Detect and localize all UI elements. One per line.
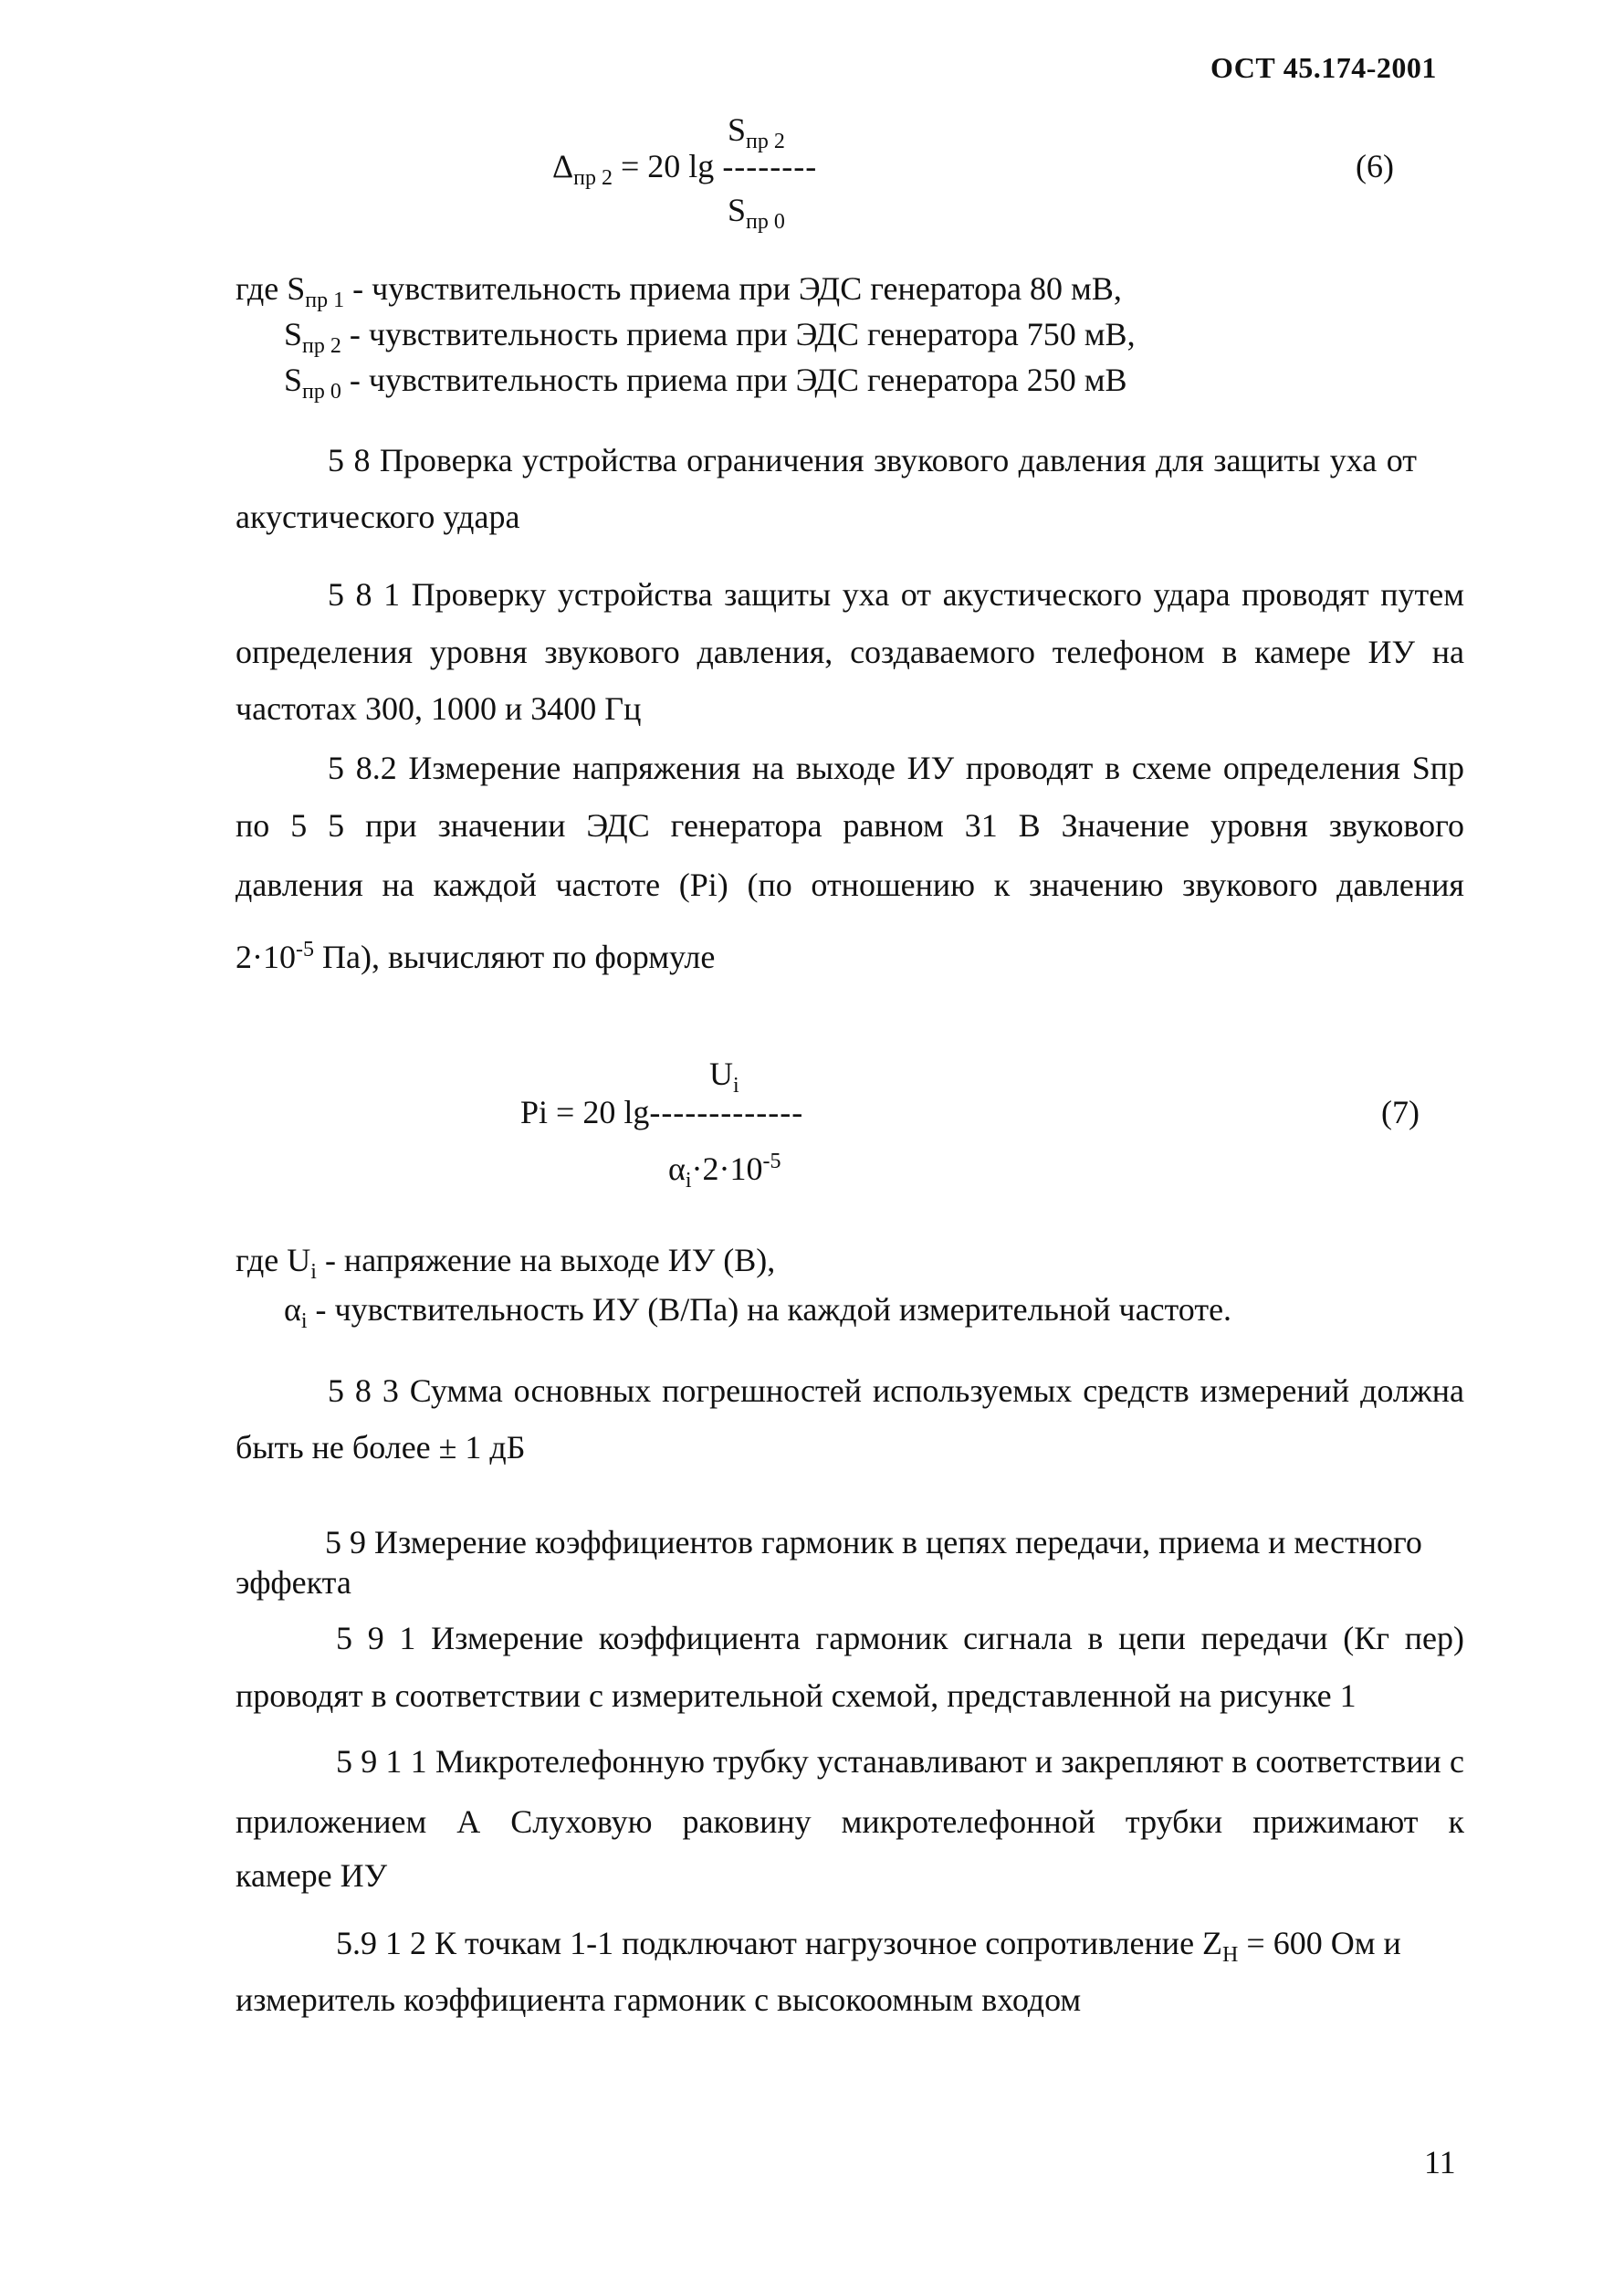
formula6-numerator-main: S <box>728 111 747 148</box>
p582-line4-post: Па), вычисляют по формуле <box>314 939 716 975</box>
where6-line2-sub: пр 2 <box>302 334 341 359</box>
where6-line3 <box>284 362 1127 405</box>
p582-line4-sup: -5 <box>296 938 314 961</box>
formula7-lhs <box>520 1096 803 1129</box>
where6-line3-text: - чувствительность приема при ЭДС генератора 250 мВ <box>341 362 1127 398</box>
formula6-lhs-sub: пр 2 <box>573 166 613 191</box>
section59-line1: 5 9 Измерение коэффициентов гармоник в цепях передачи, приема и местного <box>325 1524 1422 1560</box>
document-code: ОСТ 45.174-2001 <box>1210 51 1437 84</box>
where6-line2-text: - чувствительность приема при ЭДС генератора 750 мВ, <box>341 316 1136 352</box>
p5912-line1-sub: H <box>1222 1943 1239 1968</box>
p591-line1: 5 9 1 Измерение коэффициента гармоник сигнала в цепи передачи (Кг пер) <box>336 1620 1464 1656</box>
where6-line1-text: - чувствительность приема при ЭДС генератора 80 мВ, <box>344 270 1122 307</box>
p581-line3: частотах 300, 1000 и 3400 Гц <box>236 690 642 727</box>
formula6-denominator-sub: пр 0 <box>746 210 785 235</box>
where7-line1 <box>236 1242 776 1285</box>
formula7-numerator <box>709 1056 739 1098</box>
formula6-denominator-main: S <box>728 192 747 228</box>
formula7-lhs-text: Pi = 20 lg <box>520 1094 650 1130</box>
formula6-numerator <box>728 111 785 154</box>
p5911-line3: камере ИУ <box>236 1857 388 1894</box>
p5911-line2: приложением А Слуховую раковину микротелефонной трубки прижимают к <box>236 1803 1464 1840</box>
where7-line1-sub: i <box>310 1260 317 1285</box>
p582-line3: давления на каждой частоте (Pi) (по отношению к значению звукового давления <box>236 867 1464 903</box>
p5912-line1 <box>336 1925 1464 1968</box>
formula7-numerator-main: U <box>709 1056 733 1092</box>
p581-line2: определения уровня звукового давления, создаваемого телефоном в камере ИУ на <box>236 634 1464 670</box>
formula7-dashes: ------------- <box>649 1094 804 1130</box>
formula6-numerator-sub: пр 2 <box>746 130 785 154</box>
formula7-denominator-sup: -5 <box>762 1150 781 1173</box>
formula6-lhs <box>552 148 818 191</box>
p582-line2: по 5 5 при значении ЭДС генератора равном 31 В Значение уровня звукового <box>236 807 1464 844</box>
where7-line1-text: - напряжение на выходе ИУ (В), <box>316 1242 776 1278</box>
section59-line2: эффекта <box>236 1564 351 1601</box>
where7-line2-text: - чувствительность ИУ (В/Па) на каждой измерительной частоте. <box>307 1291 1232 1328</box>
formula7-number: (7) <box>1381 1094 1420 1130</box>
p582-line4-pre: 2·10 <box>236 939 296 975</box>
section58-line1: 5 8 Проверка устройства ограничения звукового давления для защиты уха от <box>328 442 1417 478</box>
p583-line1: 5 8 3 Сумма основных погрешностей используемых средств измерений должна <box>328 1372 1464 1409</box>
where6-line1 <box>236 270 1122 313</box>
p583-line2: быть не более ± 1 дБ <box>236 1429 526 1466</box>
formula7-denominator-rest: ·2·10 <box>691 1151 763 1187</box>
p5911-line1: 5 9 1 1 Микротелефонную трубку устанавливают и закрепляют в соответствии с <box>336 1743 1464 1780</box>
formula6-number: (6) <box>1356 148 1394 184</box>
formula6-lhs-rest: = 20 lg <box>621 148 715 184</box>
where7-line2-prefix: α <box>284 1291 301 1328</box>
where6-line2 <box>284 316 1136 359</box>
p5912-line1-pre: 5.9 1 2 К точкам 1-1 подключают нагрузочное сопротивление Z <box>336 1925 1223 1961</box>
formula7-denominator <box>668 1150 781 1193</box>
p582-line4 <box>236 940 715 973</box>
where6-line3-sub: пр 0 <box>302 380 341 405</box>
p5912-line1-post: = 600 Ом и <box>1238 1925 1401 1961</box>
where7-line1-prefix: где U <box>236 1242 311 1278</box>
formula7-denominator-alpha: α <box>668 1151 686 1187</box>
formula7-denominator-sub: i <box>685 1169 692 1193</box>
formula7-numerator-sub: i <box>733 1074 739 1098</box>
formula6-dashes: -------- <box>722 148 818 184</box>
where7-line2 <box>284 1291 1232 1334</box>
formula6-lhs-symbol: Δ <box>552 148 574 184</box>
section58-line2: акустического удара <box>236 499 520 535</box>
page-number: 11 <box>1424 2144 1456 2180</box>
p582-line1: 5 8.2 Измерение напряжения на выходе ИУ проводят в схеме определения Sпр <box>328 750 1464 786</box>
where6-line2-prefix: S <box>284 316 303 352</box>
where6-line3-prefix: S <box>284 362 303 398</box>
where7-line2-sub: i <box>300 1309 308 1334</box>
where6-line1-sub: пр 1 <box>305 289 345 313</box>
formula6-denominator <box>728 192 785 235</box>
p591-line2: проводят в соответствии с измерительной схемой, представленной на рисунке 1 <box>236 1677 1357 1714</box>
p581-line1: 5 8 1 Проверку устройства защиты уха от акустического удара проводят путем <box>328 576 1464 613</box>
p5912-line2: измеритель коэффициента гармоник с высокоомным входом <box>236 1981 1082 2018</box>
where6-line1-prefix: где S <box>236 270 306 307</box>
